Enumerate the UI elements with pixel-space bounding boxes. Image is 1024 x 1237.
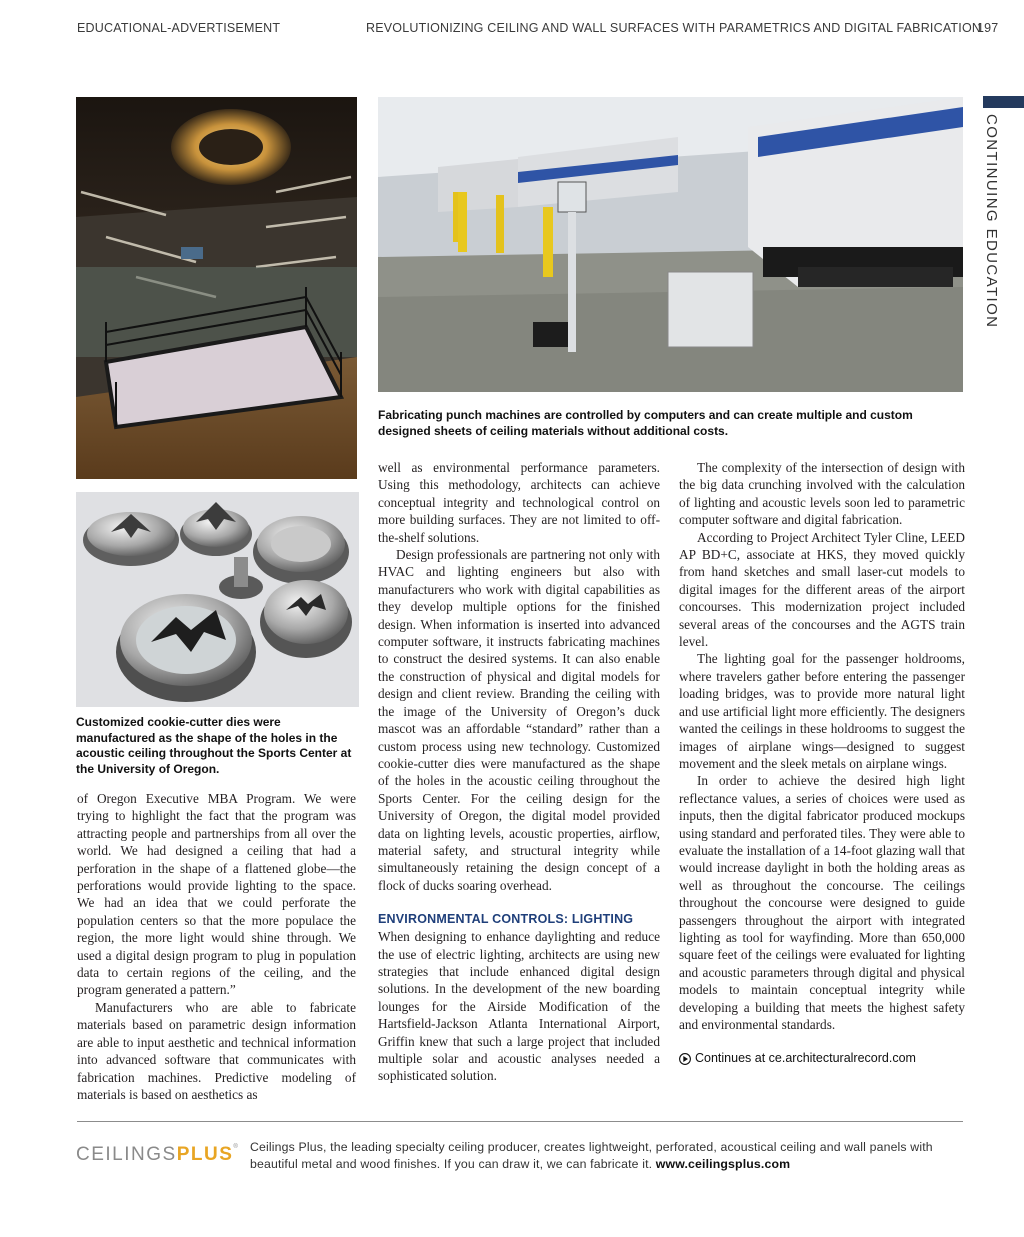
spacer (679, 1033, 965, 1050)
col1-paragraph-1: of Oregon Executive MBA Program. We were trying to highlight the fact that the program was attracting people and partnerships from all over the world. We had designed a ceiling that had a perforation in the shape of a flattened globe—the perforations would provide lighting to the space. We had an idea that we could perforate the population centers so that the more populace the region, the more light would shine through. We used a digital design program to plug in population data to certain regions of the ceiling, and the program generated a pattern.” (77, 791, 356, 998)
sports-center-ceiling-photo (76, 97, 357, 479)
col3-paragraph-4: In order to achieve the desired high light reflectance values, a series of choices were used as inputs, then the digital fabricator produced mockups using standard and perforated tiles. They were able to evaluate the installation of a 14-foot glazing wall that would increase daylight in both the holding areas as well as throughout the concourse. The ceilings throughout the concourse were designed to guide passengers throughout the airport with integrated lighting as tool for wayfinding. More than 650,000 square feet of the ceilings were evaluated for lighting and acoustic parameters through digital and physical models to maintain conceptual integrity while developing a building that meets the highest safety and environmental standards. (679, 773, 965, 1032)
col3-paragraph-3: The lighting goal for the passenger holdrooms, where travelers gather before entering the passenger loading bridges, was to provide more natural light and use artificial light more efficiently. The designers wanted the ceilings in these holdrooms to suggest the images of airplane wings—designed to suggest movement and the sleek metals on airplane wings. (679, 651, 965, 771)
footer-url-link[interactable]: www.ceilingsplus.com (655, 1156, 791, 1171)
play-circle-icon (679, 1053, 691, 1065)
logo-registered-mark: ® (233, 1144, 240, 1150)
column-3 (679, 459, 965, 1068)
col3-paragraph-2: According to Project Architect Tyler Cline, LEED AP BD+C, associate at HKS, they moved quickly from hand sketches and small laser-cut models to digital images for the different areas of the airport concourses. This modernization project included several areas of the concourses and the AGTS train level. (679, 529, 965, 650)
col2-paragraph-2: Design professionals are partnering not only with HVAC and lighting engineers but also with manufacturers who work with digital capabilities as they develop multiple options for the finished design. When information is inserted into advanced computer software, it instructs fabricating machines to construct the desired systems. It can also enable the construction of physical and digital models for design and client review. Branding the ceiling with the image of the University of Oregon’s duck mascot was an affordable “standard” rather than a custom process using new technology. Customized cookie-cutter dies were manufactured as the shape of the holes in the acoustic ceiling throughout the Sports Center. For the ceiling design for the University of Oregon, the digital model provided data on lighting levels, acoustic properties, airflow, material safety, and structural integrity while simultaneously retaining the design concept of a flock of ducks soaring overhead. (378, 547, 660, 893)
footer-divider (77, 1121, 963, 1122)
col3-paragraph-1: The complexity of the intersection of design with the big data crunching involved with the calculation of lighting and acoustic levels soon led to parametric computer software and digital fabrication. (679, 460, 965, 528)
running-header-title: REVOLUTIONIZING CEILING AND WALL SURFACES WITH PARAMETRICS AND DIGITAL FABRICATION (366, 21, 982, 35)
page-number: 197 (977, 21, 999, 35)
col2-paragraph-3: When designing to enhance daylighting and reduce the use of electric lighting, architects are using new strategies that include enhanced digital design solutions. In the development of the new boarding lounges for the Airside Modification of the Hartsfield-Jackson Atlanta International Airport, Griffin knew that such a large project that included multiple solar and acoustic analyses needed a sophisticated solution. (378, 929, 660, 1084)
col2-paragraph-1: well as environmental performance parameters. Using this methodology, architects can achieve conceptual integrity and technological control on more building surfaces. They are not limited to off-the-shelf solutions. (378, 460, 660, 545)
continues-link[interactable] (679, 1050, 965, 1067)
logo-text-plus: PLUS (176, 1144, 234, 1165)
footer-advertisement (250, 1139, 950, 1172)
continues-link-text[interactable]: Continues at ce.architecturalrecord.com (695, 1051, 916, 1066)
logo-text-ceilings: CEILINGS (76, 1144, 177, 1165)
punch-machines-illustration (378, 97, 963, 392)
machines-photo-caption: Fabricating punch machines are controlled by computers and can create multiple and custom designed sheets of ceiling materials without additional costs. (378, 408, 913, 438)
sports-center-illustration (76, 97, 357, 479)
dies-illustration (76, 492, 359, 707)
section-tab-marker (983, 96, 1024, 108)
section-subhead: ENVIRONMENTAL CONTROLS: LIGHTING (378, 912, 634, 927)
punch-machines-photo (378, 97, 963, 392)
col1-paragraph-2: Manufacturers who are able to fabricate materials based on parametric design information are able to input aesthetic and technical information into advanced software that communicates with fabrication machines. Predictive modeling of materials is based on aesthetics as (77, 999, 356, 1102)
cookie-cutter-dies-photo (76, 492, 359, 707)
section-side-label: CONTINUING EDUCATION (983, 114, 1000, 329)
dies-photo-caption: Customized cookie-cutter dies were manufactured as the shape of the holes in the acoustic ceiling throughout the Sports Center at the University of Oregon. (76, 715, 352, 776)
running-header-section: EDUCATIONAL-ADVERTISEMENT (77, 21, 281, 35)
footer-description: Ceilings Plus, the leading specialty ceiling producer, creates lightweight, perforated, acoustical ceiling and wall panels with beautiful metal and wood finishes. If you can draw it, we can fabricate it. (250, 1140, 933, 1171)
ceilings-plus-logo (76, 1144, 239, 1166)
column-1 (77, 790, 356, 1103)
column-2 (378, 459, 660, 1085)
